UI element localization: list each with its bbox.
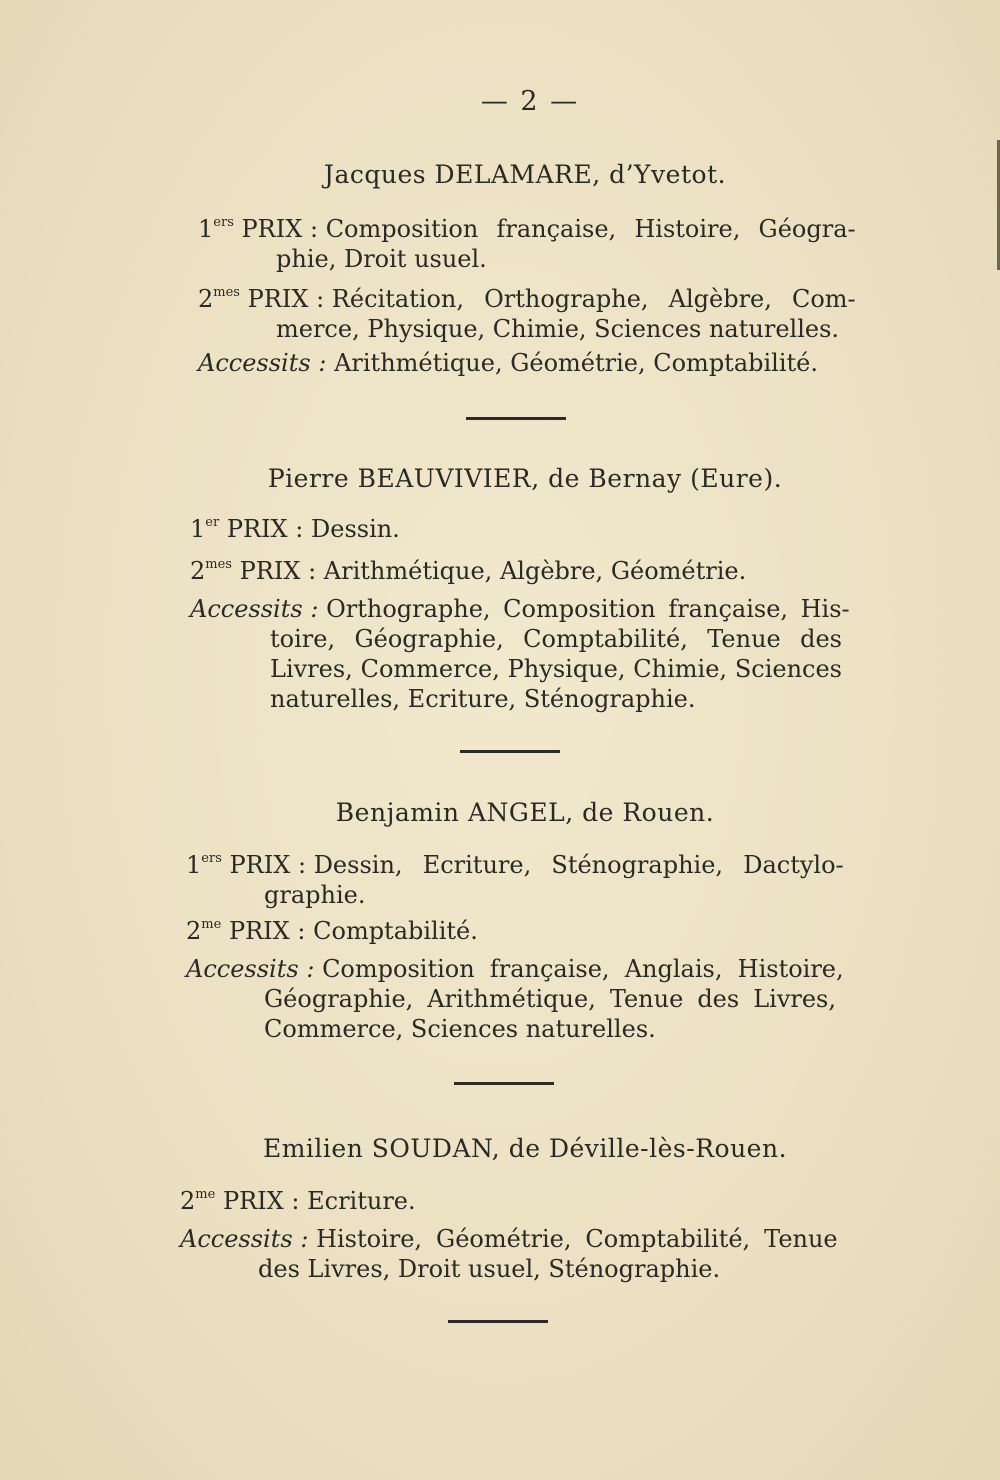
student-name: Benjamin ANGEL, de Rouen. <box>335 798 715 827</box>
student-name: Emilien SOUDAN, de Déville-lès-Rouen. <box>262 1134 788 1163</box>
prize-label: PRIX <box>247 285 309 313</box>
entry-subjects-line: Commerce, Sciences naturelles. <box>264 1015 656 1043</box>
student-name: Jacques DELAMARE, d’Yvetot. <box>323 160 727 189</box>
prize-label: PRIX <box>229 851 291 879</box>
entry-subjects-line: Dessin. <box>311 515 400 543</box>
prize-ordinal: 1 <box>186 851 202 879</box>
accessits-entry <box>180 1224 838 1254</box>
prize-label: PRIX <box>239 557 301 585</box>
accessits-entry <box>198 348 818 378</box>
accessits-label: Accessits <box>186 955 299 983</box>
entry-separator: : <box>295 515 304 543</box>
entry-subjects-line: Récitation, Orthographe, Algèbre, Com- <box>331 285 856 313</box>
prize-entry <box>180 1186 416 1216</box>
prize-label: PRIX <box>222 1187 284 1215</box>
entry-subjects-line: Arithmétique, Algèbre, Géométrie. <box>323 557 747 585</box>
section-divider <box>466 417 566 420</box>
entry-subjects-line: des Livres, Droit usuel, Sténographie. <box>258 1255 721 1283</box>
entry-subjects-line: Composition française, Histoire, Géogra- <box>325 215 856 243</box>
accessits-entry <box>190 594 850 624</box>
prize-ordinal: 1 <box>198 215 214 243</box>
accessits-label: Accessits <box>190 595 303 623</box>
prize-entry <box>190 556 746 586</box>
entry-subjects-line: Géographie, Arithmétique, Tenue des Livres, <box>264 985 836 1013</box>
entry-subjects-line: graphie. <box>264 881 366 909</box>
prize-ordinal: 2 <box>180 1187 196 1215</box>
prize-ordinal-suffix: mes <box>213 285 240 300</box>
entry-subjects-line: Histoire, Géométrie, Comptabilité, Tenue <box>316 1225 838 1253</box>
prize-ordinal: 2 <box>186 917 202 945</box>
entry-subjects-line: Dessin, Ecriture, Sténographie, Dactylo- <box>313 851 844 879</box>
prize-ordinal-suffix: me <box>195 1187 216 1202</box>
entry-separator: : <box>308 557 317 585</box>
accessits-entry <box>186 954 844 984</box>
entry-separator: : <box>291 1187 300 1215</box>
prize-ordinal-suffix: ers <box>213 215 234 230</box>
entry-subjects-line: Ecriture. <box>307 1187 416 1215</box>
entry-separator: : <box>310 595 319 623</box>
student-name: Pierre BEAUVIVIER, de Bernay (Eure). <box>267 464 783 493</box>
entry-separator: : <box>309 215 319 243</box>
entry-subjects-line: merce, Physique, Chimie, Sciences naturelles. <box>276 315 840 343</box>
entry-subjects-line: phie, Droit usuel. <box>276 245 487 273</box>
prize-entry <box>198 284 856 314</box>
section-divider <box>454 1082 554 1085</box>
entry-subjects-line: Composition française, Anglais, Histoire, <box>322 955 844 983</box>
accessits-label: Accessits <box>180 1225 293 1253</box>
page-number: — 2 — <box>480 86 580 117</box>
entry-subjects-line: Livres, Commerce, Physique, Chimie, Sciences <box>270 655 842 683</box>
entry-separator: : <box>316 285 325 313</box>
section-divider <box>448 1320 548 1323</box>
prize-ordinal-suffix: mes <box>205 557 232 572</box>
prize-ordinal: 2 <box>190 557 206 585</box>
prize-label: PRIX <box>226 515 288 543</box>
entry-separator: : <box>297 851 307 879</box>
prize-ordinal-suffix: er <box>205 515 220 530</box>
prize-ordinal-suffix: me <box>201 917 222 932</box>
entry-subjects-line: toire, Géographie, Comptabilité, Tenue des <box>270 625 842 653</box>
prize-entry <box>186 916 478 946</box>
accessits-label: Accessits <box>198 349 311 377</box>
prize-label: PRIX <box>228 917 290 945</box>
prize-entry <box>186 850 844 880</box>
entry-separator: : <box>297 917 306 945</box>
entry-separator: : <box>306 955 315 983</box>
entry-separator: : <box>300 1225 309 1253</box>
entry-subjects-line: naturelles, Ecriture, Sténographie. <box>270 685 696 713</box>
prize-ordinal: 1 <box>190 515 206 543</box>
entry-subjects-line: Arithmétique, Géométrie, Comptabilité. <box>334 349 818 377</box>
entry-separator: : <box>318 349 327 377</box>
entry-subjects-line: Comptabilité. <box>313 917 478 945</box>
prize-entry <box>198 214 856 244</box>
section-divider <box>460 750 560 753</box>
prize-label: PRIX <box>241 215 303 243</box>
prize-ordinal-suffix: ers <box>201 851 222 866</box>
prize-entry <box>190 514 400 544</box>
entry-subjects-line: Orthographe, Composition française, His- <box>326 595 850 623</box>
prize-ordinal: 2 <box>198 285 214 313</box>
